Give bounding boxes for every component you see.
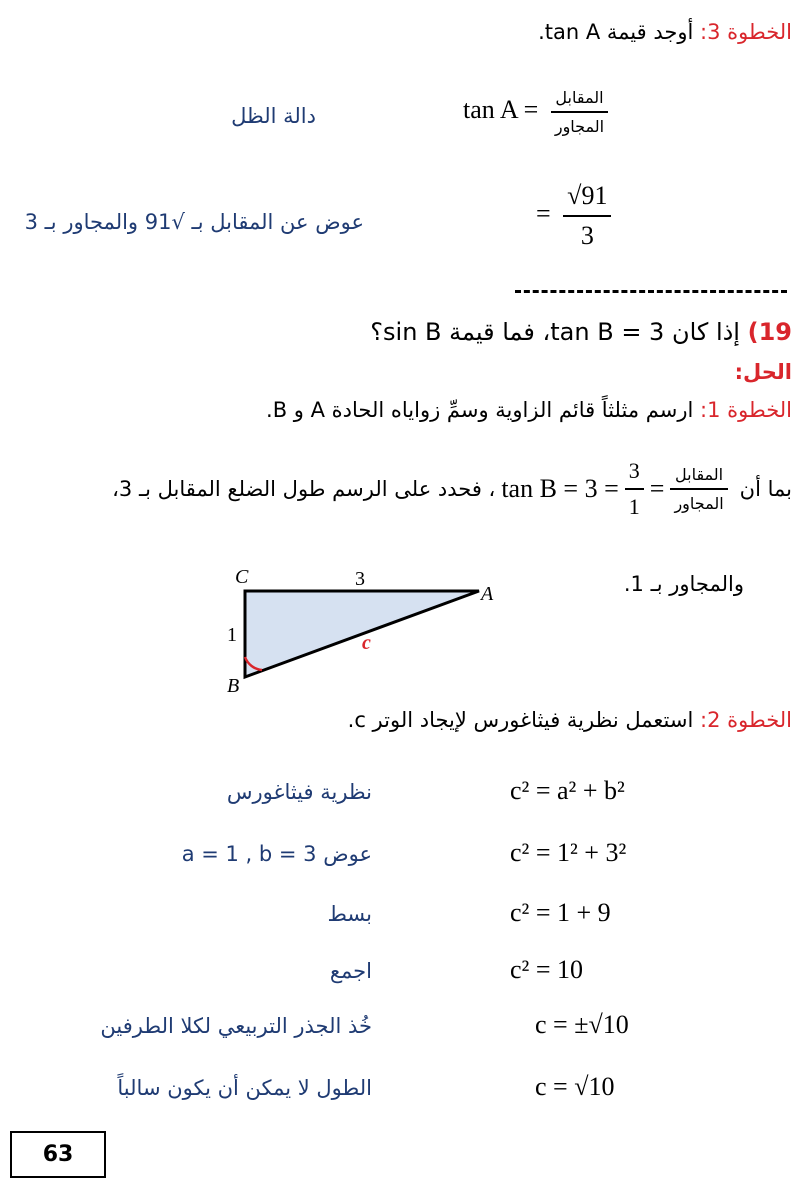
step3-heading (538, 20, 792, 44)
vertex-c-label: C (235, 566, 249, 588)
reason-tan-function: دالة الظل (231, 104, 316, 128)
step1-text: ارسم مثلثاً قائم الزاوية وسمِّ زواياه الحادة A و B. (266, 398, 694, 422)
fraction-denominator: المجاور (554, 117, 605, 136)
step3-label: الخطوة 3: (700, 20, 792, 44)
step1-heading (266, 398, 792, 422)
vertex-a-label: A (481, 583, 494, 605)
equation-row: c² = 10 (510, 955, 583, 984)
reason-substitute: عوض عن المقابل بـ √91 والمجاور بـ 3 (24, 210, 364, 234)
opposite-over-adjacent: $\frac{\text{المقابل}}{\text{المجاور}}$ (670, 465, 727, 513)
explanation-start: بما أن (739, 477, 792, 501)
tan-a-value: = $\frac{√91}{3}$ (536, 181, 617, 251)
vertex-b-label: B (227, 675, 240, 695)
tan-a-fraction (563, 181, 611, 251)
page-number: 63 (10, 1131, 106, 1178)
right-triangle-figure (215, 555, 515, 695)
explanation-end: ، فحدد على الرسم طول الضلع المقابل بـ 3، (112, 477, 496, 501)
equation-row: c = √10 (535, 1072, 615, 1101)
step2-label: الخطوة 2: (700, 708, 792, 732)
side-opposite-label: 3 (355, 568, 365, 590)
equation-row: c² = 1 + 9 (510, 898, 611, 927)
tan-a-lhs: tan A = (463, 94, 539, 124)
hypotenuse-label: c (362, 632, 371, 654)
equation-row: c² = a² + b² (510, 776, 625, 805)
equation-reason: عوض a = 1 , b = 3 (181, 842, 372, 866)
equation-row: c² = 1² + 3² (510, 838, 627, 867)
equation-reason: بسط (327, 902, 372, 926)
step1-label: الخطوة 1: (700, 398, 792, 422)
equation-reason: خُذ الجذر التربيعي لكلا الطرفين (100, 1014, 372, 1038)
step2-text: استعمل نظرية فيثاغورس لإيجاد الوتر c. (347, 708, 694, 732)
ratio-fraction (551, 88, 608, 136)
three-over-one: $\frac{3}{1}$ (625, 458, 644, 520)
tan-a-numerator: √91 (563, 181, 611, 217)
step2-heading (348, 708, 792, 732)
equation-reason: الطول لا يمكن أن يكون سالباً (117, 1076, 372, 1100)
question-text: إذا كان tan B = 3، فما قيمة sin B؟ (370, 318, 740, 346)
step3-text: أوجد قيمة tan A. (538, 20, 694, 44)
side-adjacent-label: 1 (227, 624, 237, 646)
question-19 (370, 318, 792, 346)
equation-reason: اجمع (329, 959, 372, 983)
question-number: 19) (747, 318, 792, 346)
equation-reason: نظرية فيثاغورس (226, 780, 372, 804)
tan-a-definition (463, 88, 614, 136)
explanation-math: tan B = 3 = $\frac{3}{1}$ = $\frac{\text{المقابل}}{\text{المجاور}}$ (501, 458, 733, 520)
step1-explanation (112, 458, 792, 520)
dashed-separator (515, 290, 787, 293)
tan-b-expression: tan B = 3 = (501, 474, 619, 503)
explanation-continued: والمجاور بـ 1. (623, 572, 744, 596)
tan-a-denominator: 3 (580, 221, 594, 250)
fraction-numerator: المقابل (551, 88, 608, 113)
equation-row: c = ±√10 (535, 1010, 629, 1039)
solution-label: الحل: (734, 360, 792, 384)
